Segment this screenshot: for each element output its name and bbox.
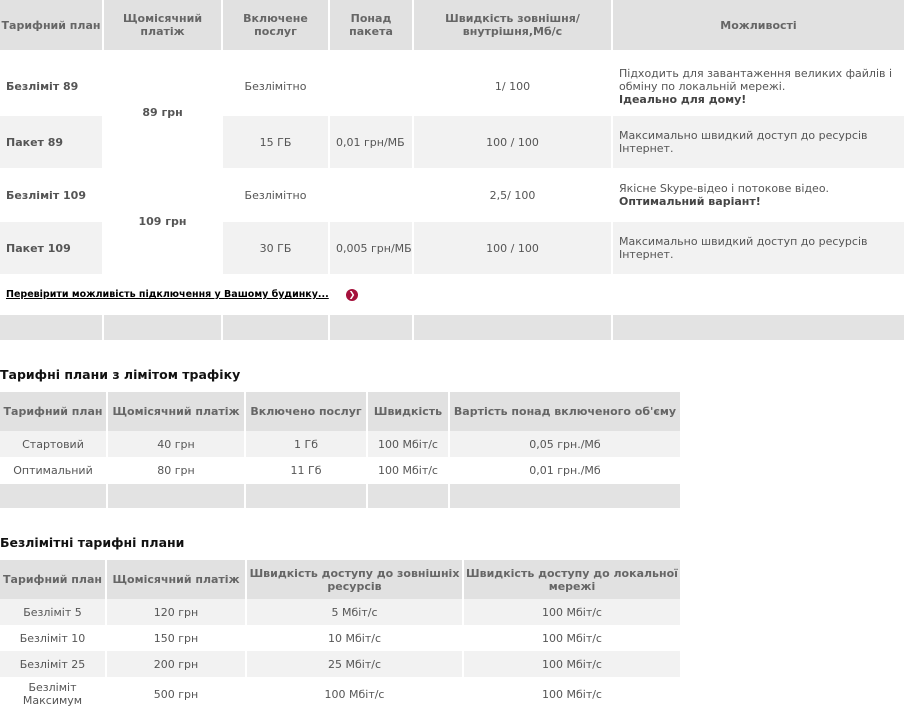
- local-speed: 100 Мбіт/с: [464, 677, 680, 711]
- header-monthly-payment: Щомісячний платіж: [108, 392, 246, 431]
- feature-description: [613, 168, 904, 222]
- header-speed: Швидкість: [368, 392, 450, 431]
- tariffs-main-table: [0, 0, 904, 274]
- header-plan: Тарифний план: [0, 560, 107, 599]
- feature-description: [613, 56, 904, 116]
- section-title-traffic-limit: Тарифні плани з лімітом трафіку: [0, 367, 241, 382]
- header-speed: Швидкість зовнішня/ внутрішня,Мб/с: [414, 0, 613, 50]
- over-price: 0,01 грн./Мб: [450, 457, 680, 483]
- table-row: [0, 56, 904, 116]
- header-features: Можливості: [613, 0, 904, 50]
- plan-name: Безліміт Максимум: [0, 677, 107, 711]
- external-speed: 25 Мбіт/с: [247, 651, 464, 677]
- monthly-price: 80 грн: [108, 457, 246, 483]
- included-volume: Безлімітно: [223, 168, 330, 222]
- monthly-price: 200 грн: [107, 651, 247, 677]
- included-volume: 11 Гб: [246, 457, 368, 483]
- plan-name: Безліміт 109: [0, 168, 104, 222]
- traffic-limit-table: [0, 392, 680, 483]
- local-speed: 100 Мбіт/с: [464, 625, 680, 651]
- over-package-price: 0,01 грн/МБ: [330, 116, 414, 168]
- unlimited-plans-table: [0, 560, 680, 711]
- table-header-row: [0, 392, 680, 431]
- speed-value: 1/ 100: [414, 56, 613, 116]
- header-plan: Тарифний план: [0, 0, 104, 50]
- table-header-row: [0, 560, 680, 599]
- speed-value: 100 / 100: [414, 222, 613, 274]
- table-row: [0, 651, 680, 677]
- section-title-unlimited: Безлімітні тарифні плани: [0, 535, 185, 550]
- over-package-price: [330, 56, 414, 116]
- table-header-row: [0, 0, 904, 50]
- monthly-price: 120 грн: [107, 599, 247, 625]
- header-plan: Тарифний план: [0, 392, 108, 431]
- header-monthly-payment: Щомісячний платіж: [104, 0, 223, 50]
- plan-name: Безліміт 5: [0, 599, 107, 625]
- plan-name: Пакет 109: [0, 222, 104, 274]
- external-speed: 10 Мбіт/с: [247, 625, 464, 651]
- plan-name: Пакет 89: [0, 116, 104, 168]
- header-included: Включене послуг: [223, 0, 330, 50]
- header-local-speed: Швидкість доступу до локальної мережі: [464, 560, 680, 599]
- over-package-price: 0,005 грн/МБ: [330, 222, 414, 274]
- monthly-price: 89 грн: [104, 56, 223, 168]
- plan-name: Безліміт 89: [0, 56, 104, 116]
- local-speed: 100 Мбіт/с: [464, 599, 680, 625]
- table-row: [0, 677, 680, 711]
- monthly-price: 150 грн: [107, 625, 247, 651]
- table-row: [0, 599, 680, 625]
- plan-name: Стартовий: [0, 431, 108, 457]
- table-row: [0, 168, 904, 222]
- header-monthly-payment: Щомісячний платіж: [107, 560, 247, 599]
- speed-value: 2,5/ 100: [414, 168, 613, 222]
- table-footer-bar: [0, 315, 904, 340]
- feature-highlight: Оптимальний варіант!: [619, 195, 761, 208]
- arrow-right-icon[interactable]: ❯: [346, 289, 358, 301]
- monthly-price: 109 грн: [104, 168, 223, 274]
- included-volume: 30 ГБ: [223, 222, 330, 274]
- feature-text: Підходить для завантаження великих файлів і обміну по локальній мережі.: [619, 66, 893, 93]
- feature-highlight: Ідеально для дому!: [619, 92, 747, 106]
- plan-name: Безліміт 25: [0, 651, 107, 677]
- header-over-package: Понад пакета: [330, 0, 414, 50]
- table-footer-bar: [0, 484, 680, 508]
- plan-name: Безліміт 10: [0, 625, 107, 651]
- monthly-price: 500 грн: [107, 677, 247, 711]
- header-over-price: Вартість понад включеного об'єму: [450, 392, 680, 431]
- external-speed: 100 Мбіт/с: [247, 677, 464, 711]
- feature-description: Максимально швидкий доступ до ресурсів Інтернет.: [613, 116, 904, 168]
- included-volume: 1 Гб: [246, 431, 368, 457]
- feature-text: Якісне Skype-відео і потокове відео.: [619, 182, 830, 195]
- speed-value: 100 Мбіт/с: [368, 431, 450, 457]
- over-price: 0,05 грн./Мб: [450, 431, 680, 457]
- speed-value: 100 Мбіт/с: [368, 457, 450, 483]
- table-row: [0, 625, 680, 651]
- plan-name: Оптимальний: [0, 457, 108, 483]
- external-speed: 5 Мбіт/с: [247, 599, 464, 625]
- included-volume: Безлімітно: [223, 56, 330, 116]
- local-speed: 100 Мбіт/с: [464, 651, 680, 677]
- header-included: Включено послуг: [246, 392, 368, 431]
- included-volume: 15 ГБ: [223, 116, 330, 168]
- feature-description: Максимально швидкий доступ до ресурсів Інтернет.: [613, 222, 904, 274]
- table-row: [0, 457, 680, 483]
- header-external-speed: Швидкість доступу до зовнішніх ресурсів: [247, 560, 464, 599]
- over-package-price: [330, 168, 414, 222]
- check-connection-link[interactable]: Перевірити можливість підключення у Вашому будинку...: [6, 289, 329, 300]
- monthly-price: 40 грн: [108, 431, 246, 457]
- speed-value: 100 / 100: [414, 116, 613, 168]
- table-row: [0, 431, 680, 457]
